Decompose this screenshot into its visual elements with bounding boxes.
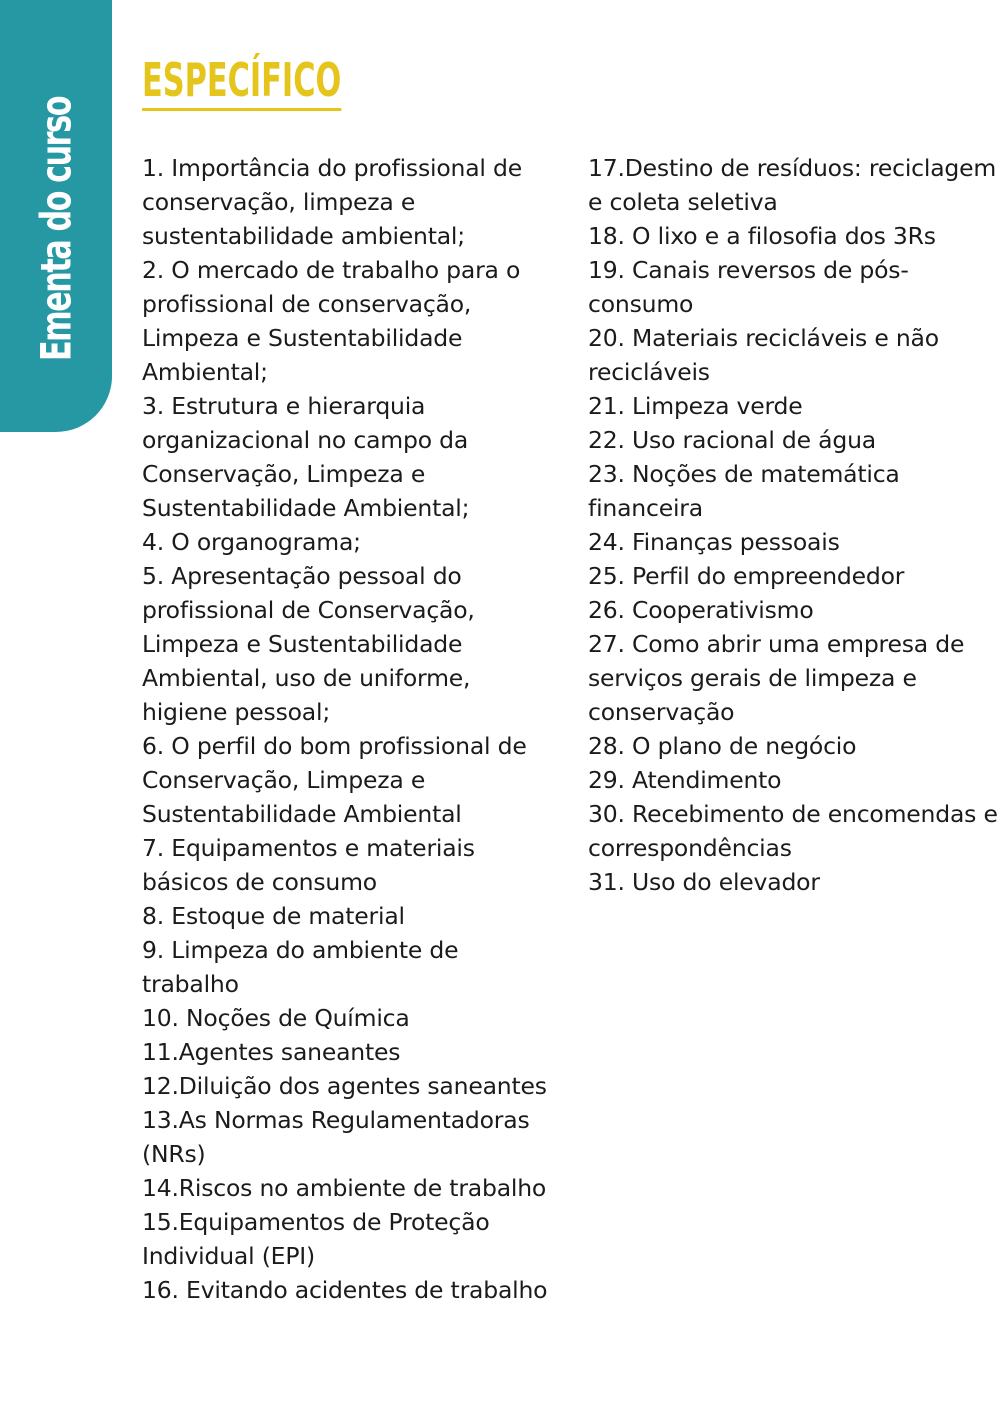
list-item: 21. Limpeza verde <box>588 392 803 420</box>
list-item: 26. Cooperativismo <box>588 596 814 624</box>
list-item: 9. Limpeza do ambiente de trabalho <box>142 936 459 998</box>
syllabus-column-left <box>142 151 562 1307</box>
list-item: 1. Importância do profissional de conservação, limpeza e sustentabilidade ambiental; <box>142 154 522 250</box>
list-item: 17.Destino de resíduos: reciclagem e coleta seletiva <box>588 154 997 216</box>
list-item: 30. Recebimento de encomendas e correspondências <box>588 800 998 862</box>
list-item: 24. Finanças pessoais <box>588 528 840 556</box>
list-item: 23. Noções de matemática financeira <box>588 460 900 522</box>
list-item: 11.Agentes saneantes <box>142 1038 401 1066</box>
list-item: 8. Estoque de material <box>142 902 405 930</box>
sidebar-label: Ementa do curso <box>31 96 81 362</box>
syllabus-column-right <box>588 151 998 899</box>
list-item: 10. Noções de Química <box>142 1004 410 1032</box>
list-item: 27. Como abrir uma empresa de serviços gerais de limpeza e conservação <box>588 630 965 726</box>
list-item: 16. Evitando acidentes de trabalho <box>142 1276 548 1304</box>
list-item: 28. O plano de negócio <box>588 732 857 760</box>
list-item: 7. Equipamentos e materiais básicos de consumo <box>142 834 475 896</box>
list-item: 29. Atendimento <box>588 766 782 794</box>
list-item: 13.As Normas Regulamentadoras (NRs) <box>142 1106 530 1168</box>
list-item: 31. Uso do elevador <box>588 868 820 896</box>
section-title: ESPECÍFICO <box>142 52 341 111</box>
list-item: 14.Riscos no ambiente de trabalho <box>142 1174 547 1202</box>
list-item: 25. Perfil do empreendedor <box>588 562 905 590</box>
list-item: 3. Estrutura e hierarquia organizacional no campo da Conservação, Limpeza e Sustentabilidade Ambiental; <box>142 392 470 522</box>
list-item: 4. O organograma; <box>142 528 361 556</box>
list-item: 19. Canais reversos de pós-consumo <box>588 256 909 318</box>
list-item: 18. O lixo e a filosofia dos 3Rs <box>588 222 936 250</box>
list-item: 6. O perfil do bom profissional de Conservação, Limpeza e Sustentabilidade Ambiental <box>142 732 527 828</box>
list-item: 15.Equipamentos de Proteção Individual (EPI) <box>142 1208 490 1270</box>
sidebar-tab <box>0 0 112 432</box>
list-item: 5. Apresentação pessoal do profissional de Conservação, Limpeza e Sustentabilidade Ambiental, uso de uniforme, higiene pessoal; <box>142 562 475 726</box>
list-item: 22. Uso racional de água <box>588 426 876 454</box>
list-item: 2. O mercado de trabalho para o profissional de conservação, Limpeza e Sustentabilidade Ambiental; <box>142 256 521 386</box>
list-item: 20. Materiais recicláveis e não recicláveis <box>588 324 939 386</box>
list-item: 12.Diluição dos agentes saneantes <box>142 1072 547 1100</box>
